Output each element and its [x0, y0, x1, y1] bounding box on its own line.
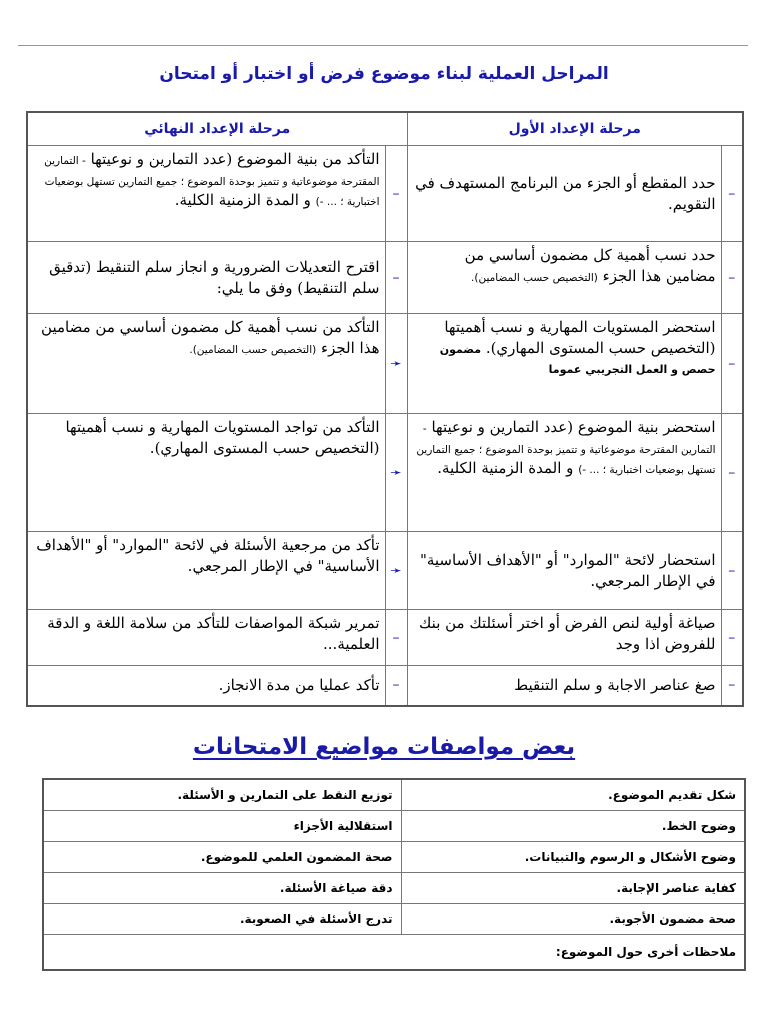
final-phase-cell	[27, 532, 385, 610]
spec-item: توزيع النقط على التمارين و الأسئلة.	[43, 779, 401, 811]
cell-text: اقترح التعديلات الضرورية و انجاز سلم التنقيط (تدقيق سلم التنقيط) وفق ما يلي:	[49, 257, 380, 297]
bullet-dash: –	[721, 146, 743, 242]
first-phase-cell	[407, 610, 721, 666]
cell-text: التأكد من تواجد المستويات المهارية و نسب أهميتها (التخصيص حسب المستوى المهاري).	[65, 418, 380, 457]
table-row	[27, 242, 743, 314]
table-row	[27, 666, 743, 706]
cell-note: - التمارين المقترحة موضوعاتية و تتميز بوحدة الموضوع ؛ جميع التمارين تستهل بوضعيات اختبارية ؛ ... -)	[44, 155, 380, 209]
cell-note: - التمارين المقترحة موضوعاتية و تتميز بوحدة الموضوع ؛ جميع التمارين تستهل بوضعيات اختبارية ؛ ... -)	[416, 423, 716, 477]
bullet-dash: –	[721, 666, 743, 706]
page-title: المراحل العملية لبناء موضوع فرض أو اختبار أو امتحان	[159, 64, 609, 84]
spec-item: دقة صياغة الأسئلة.	[43, 873, 401, 904]
final-phase-cell	[27, 414, 385, 532]
cell-text: استحضار لائحة "الموارد" أو "الأهداف الأساسية" في الإطار المرجعي.	[419, 550, 716, 590]
cell-text: التأكد من بنية الموضوع (عدد التمارين و نوعيتها	[90, 150, 380, 168]
final-phase-header: مرحلة الإعداد النهائي	[27, 112, 407, 146]
cell-note: (التخصيص حسب المضامين).	[189, 343, 317, 356]
spec-item: صحة مضمون الأجوبة.	[401, 904, 745, 935]
bullet-dash: –	[721, 610, 743, 666]
first-phase-cell	[407, 242, 721, 314]
final-phase-cell	[27, 146, 385, 242]
arrow-bullet-icon: ➛	[385, 314, 407, 414]
table-row	[27, 146, 743, 242]
cell-text: حدد المقطع أو الجزء من البرنامج المستهدف في التقويم.	[415, 173, 716, 213]
arrow-bullet-icon: ➛	[385, 532, 407, 610]
phases-header-row	[27, 112, 743, 146]
spec-item: وضوح الخط.	[401, 811, 745, 842]
table-row	[43, 873, 745, 904]
cell-text: صياغة أولية لنص الفرض أو اختر أسئلتك من بنك للفروض اذا وجد	[419, 614, 716, 653]
cell-text: استحضر المستويات المهارية و نسب أهميتها (التخصيص حسب المستوى المهاري).	[444, 318, 716, 357]
cell-text: استحضر بنية الموضوع (عدد التمارين و نوعيتها	[431, 418, 716, 436]
bullet-dash: –	[721, 314, 743, 414]
bullet-dash: –	[385, 146, 407, 242]
header-rule	[18, 45, 748, 46]
table-row	[27, 532, 743, 610]
table-row	[27, 610, 743, 666]
cell-text: تأكد عمليا من مدة الانجاز.	[218, 675, 380, 694]
specs-title: بعض مواصفات مواضيع الامتحانات	[192, 734, 576, 760]
bullet-dash: –	[385, 242, 407, 314]
first-phase-cell	[407, 146, 721, 242]
cell-text: تأكد من مرجعية الأسئلة في لائحة "الموارد" أو "الأهداف الأساسية" في الإطار المرجعي.	[36, 536, 380, 575]
first-phase-cell	[407, 414, 721, 532]
cell-text-2: و المدة الزمنية الكلية.	[174, 191, 311, 210]
table-row	[43, 842, 745, 873]
final-phase-cell	[27, 242, 385, 314]
bullet-dash: –	[721, 242, 743, 314]
first-phase-header: مرحلة الإعداد الأول	[407, 112, 743, 146]
cell-note-bold: مضمون حصص و العمل التجريبي عموما	[439, 342, 716, 377]
first-phase-cell	[407, 314, 721, 414]
cell-note: (التخصيص حسب المضامين).	[471, 271, 598, 284]
spec-item: تدرج الأسئلة في الصعوبة.	[43, 904, 401, 935]
table-row	[43, 904, 745, 935]
cell-text: صغ عناصر الاجابة و سلم التنقيط	[514, 675, 716, 694]
spec-item: استقلالية الأجزاء	[43, 811, 401, 842]
table-row	[27, 314, 743, 414]
final-phase-cell	[27, 610, 385, 666]
notes-row	[43, 935, 745, 971]
table-row	[43, 811, 745, 842]
phases-table	[26, 111, 744, 707]
bullet-dash: –	[385, 610, 407, 666]
first-phase-cell	[407, 532, 721, 610]
spec-item: وضوح الأشكال و الرسوم والتبيانات.	[401, 842, 745, 873]
final-phase-cell	[27, 666, 385, 706]
cell-text: التأكد من نسب أهمية كل مضمون أساسي من مضامين هذا الجزء	[41, 318, 380, 357]
spec-item: كفاية عناصر الإجابة.	[401, 873, 745, 904]
table-row	[43, 779, 745, 811]
spec-item: صحة المضمون العلمي للموضوع.	[43, 842, 401, 873]
bullet-dash: –	[385, 666, 407, 706]
notes-label: ملاحظات أخرى حول الموضوع:	[43, 935, 745, 971]
arrow-bullet-icon: ➛	[385, 414, 407, 532]
first-phase-cell	[407, 666, 721, 706]
cell-text-2: و المدة الزمنية الكلية.	[437, 459, 574, 478]
bullet-dash: –	[721, 414, 743, 532]
spec-item: شكل تقديم الموضوع.	[401, 779, 745, 811]
cell-text: حدد نسب أهمية كل مضمون أساسي من مضامين هذا الجزء	[464, 246, 716, 285]
final-phase-cell	[27, 314, 385, 414]
specs-table	[42, 778, 746, 971]
cell-text: تمرير شبكة المواصفات للتأكد من سلامة اللغة و الدقة العلمية...	[47, 614, 380, 653]
table-row	[27, 414, 743, 532]
bullet-dash: –	[721, 532, 743, 610]
